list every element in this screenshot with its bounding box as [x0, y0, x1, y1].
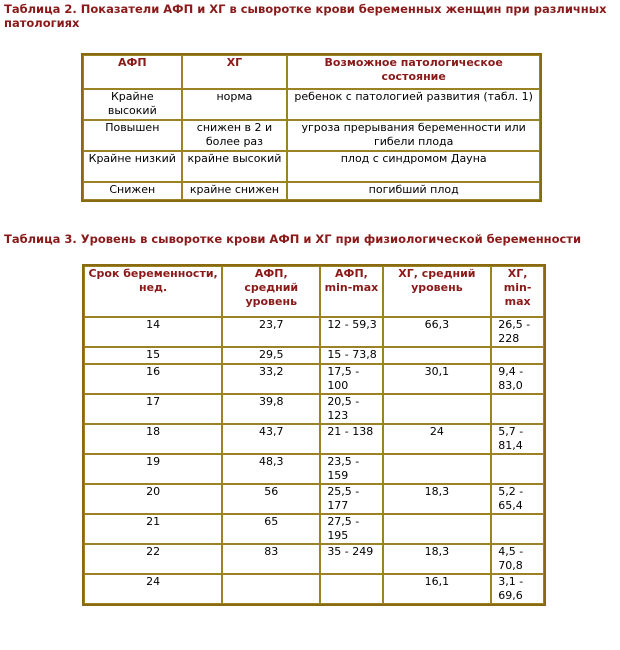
- cell-hg-range: 9,4 - 83,0: [491, 364, 544, 394]
- cell-condition: угроза прерывания беременности или гибели плода: [287, 120, 540, 151]
- table-row: [83, 89, 540, 120]
- cell-condition: ребенок с патологией развития (табл. 1): [287, 89, 540, 120]
- cell-hg-mean: 18,3: [383, 484, 492, 514]
- cell-hg: крайне высокий: [182, 151, 288, 182]
- cell-hg-mean: 24: [383, 424, 492, 454]
- table-row: [84, 544, 544, 574]
- cell-week: 24: [84, 574, 222, 604]
- cell-afp-mean: 83: [222, 544, 320, 574]
- table-row: [84, 514, 544, 544]
- cell-hg-mean: 18,3: [383, 544, 492, 574]
- cell-afp-mean: 29,5: [222, 347, 320, 364]
- table2-caption: Таблица 2. Показатели АФП и ХГ в сыворотке крови беременных женщин при различных патологиях: [4, 2, 607, 30]
- table-row: [84, 574, 544, 604]
- header-afp-range: АФП, min-max: [320, 266, 382, 317]
- cell-hg: снижен в 2 и более раз: [182, 120, 288, 151]
- header-hg-range: ХГ, min-max: [491, 266, 544, 317]
- cell-hg: норма: [182, 89, 288, 120]
- table-row: [84, 347, 544, 364]
- cell-hg-range: 5,2 - 65,4: [491, 484, 544, 514]
- header-hg-mean: ХГ, средний уровень: [383, 266, 492, 317]
- cell-hg-range: 26,5 - 228: [491, 317, 544, 347]
- cell-afp-range: 21 - 138: [320, 424, 382, 454]
- cell-afp-mean: 56: [222, 484, 320, 514]
- cell-hg-range: 5,7 - 81,4: [491, 424, 544, 454]
- header-hg: ХГ: [182, 55, 288, 89]
- cell-afp-range: 27,5 - 195: [320, 514, 382, 544]
- table-header-row: [84, 266, 544, 317]
- cell-week: 20: [84, 484, 222, 514]
- cell-afp: Повышен: [83, 120, 182, 151]
- cell-afp-range: 17,5 - 100: [320, 364, 382, 394]
- cell-afp-mean: 33,2: [222, 364, 320, 394]
- cell-week: 15: [84, 347, 222, 364]
- table-row: [84, 364, 544, 394]
- cell-week: 18: [84, 424, 222, 454]
- header-afp-mean: АФП, средний уровень: [222, 266, 320, 317]
- cell-afp: Крайне низкий: [83, 151, 182, 182]
- cell-afp-range: 12 - 59,3: [320, 317, 382, 347]
- cell-week: 21: [84, 514, 222, 544]
- cell-hg-mean: 16,1: [383, 574, 492, 604]
- cell-afp: Крайне высокий: [83, 89, 182, 120]
- cell-week: 19: [84, 454, 222, 484]
- cell-afp-mean: 39,8: [222, 394, 320, 424]
- cell-afp-mean: [222, 574, 320, 604]
- header-week: Срок беременности, нед.: [84, 266, 222, 317]
- cell-hg-range: [491, 347, 544, 364]
- header-afp: АФП: [83, 55, 182, 89]
- cell-hg-mean: 66,3: [383, 317, 492, 347]
- cell-afp-mean: 43,7: [222, 424, 320, 454]
- cell-condition: плод с синдромом Дауна: [287, 151, 540, 182]
- cell-condition: погибший плод: [287, 182, 540, 200]
- cell-week: 22: [84, 544, 222, 574]
- table-row: [83, 182, 540, 200]
- table-row: [84, 424, 544, 454]
- cell-afp-mean: 65: [222, 514, 320, 544]
- table-row: [84, 454, 544, 484]
- cell-hg-range: [491, 514, 544, 544]
- cell-afp: Снижен: [83, 182, 182, 200]
- table3-caption: Таблица 3. Уровень в сыворотке крови АФП и ХГ при физиологической беременности: [4, 232, 582, 246]
- cell-hg-mean: 30,1: [383, 364, 492, 394]
- cell-hg-range: [491, 454, 544, 484]
- cell-afp-mean: 48,3: [222, 454, 320, 484]
- cell-hg-mean: [383, 347, 492, 364]
- cell-week: 17: [84, 394, 222, 424]
- cell-hg-mean: [383, 514, 492, 544]
- cell-afp-range: 35 - 249: [320, 544, 382, 574]
- cell-afp-range: 25,5 - 177: [320, 484, 382, 514]
- cell-afp-range: 20,5 - 123: [320, 394, 382, 424]
- cell-hg: крайне снижен: [182, 182, 288, 200]
- reference-levels-table: [82, 264, 546, 606]
- cell-hg-range: 4,5 - 70,8: [491, 544, 544, 574]
- pathology-table: [81, 53, 542, 202]
- cell-hg-range: 3,1 - 69,6: [491, 574, 544, 604]
- table-header-row: [83, 55, 540, 89]
- cell-afp-range: [320, 574, 382, 604]
- cell-afp-range: 15 - 73,8: [320, 347, 382, 364]
- cell-week: 16: [84, 364, 222, 394]
- cell-week: 14: [84, 317, 222, 347]
- table-row: [84, 394, 544, 424]
- table-row: [84, 317, 544, 347]
- cell-afp-mean: 23,7: [222, 317, 320, 347]
- cell-hg-mean: [383, 394, 492, 424]
- table-row: [83, 120, 540, 151]
- cell-hg-range: [491, 394, 544, 424]
- header-condition: Возможное патологическое состояние: [287, 55, 540, 89]
- cell-hg-mean: [383, 454, 492, 484]
- cell-afp-range: 23,5 - 159: [320, 454, 382, 484]
- table-row: [83, 151, 540, 182]
- table-row: [84, 484, 544, 514]
